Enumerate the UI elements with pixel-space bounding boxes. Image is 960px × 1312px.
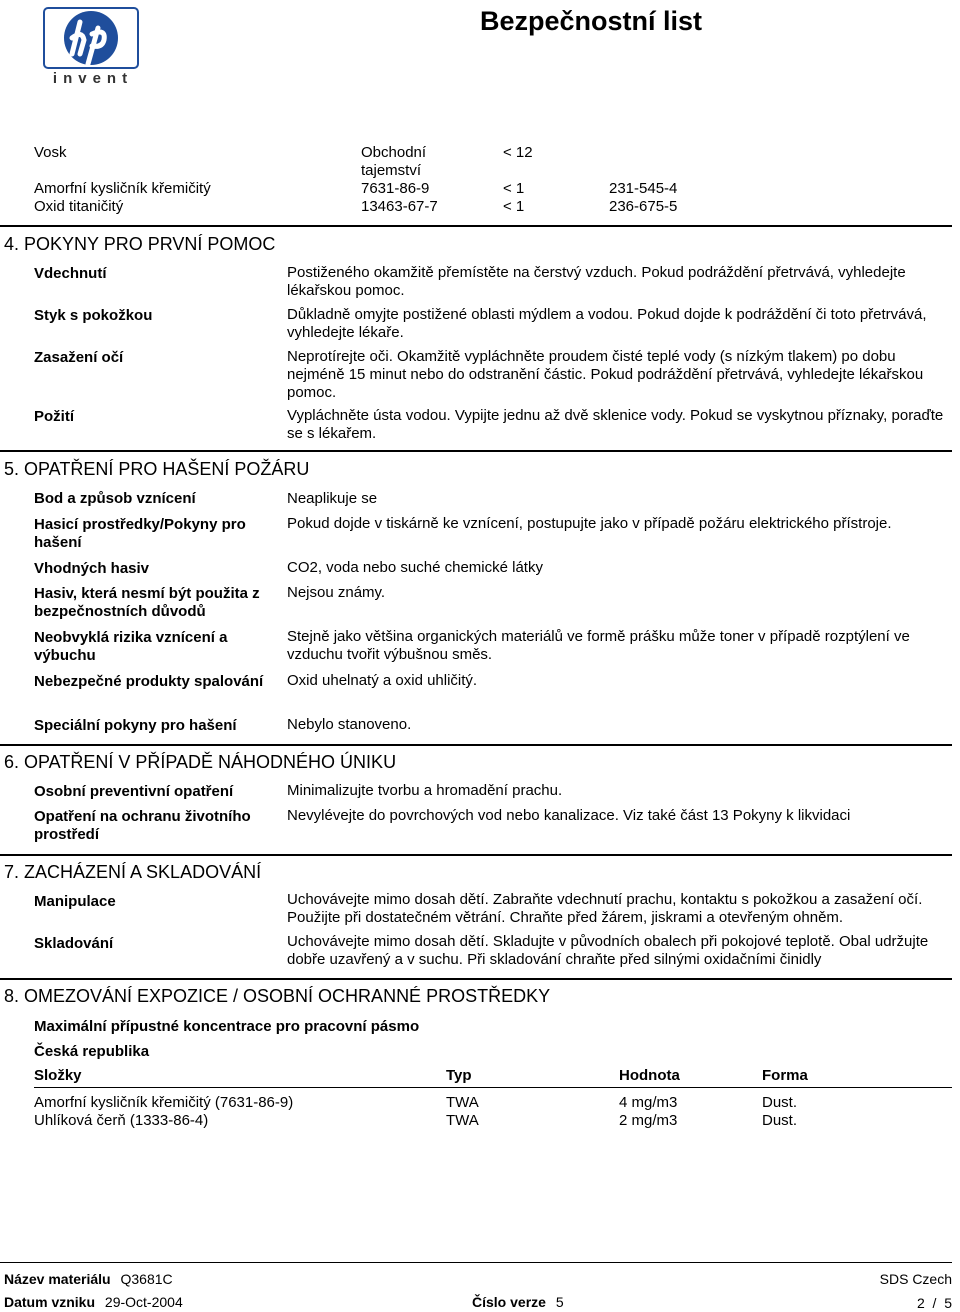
logo-text: invent [52,70,134,87]
release-label: Osobní preventivní opatření [34,783,234,800]
first-aid-text: Důkladně omyjte postižené oblasti mýdlem a vodou. Pokud dojde k podráždění či toto přetrvává, vyhledejte lékaře. [287,306,927,341]
release-text: Nevylévejte do povrchových vod nebo kanalizace. Viz také část 13 Pokyny k likvidaci [287,807,851,824]
fire-text: Neaplikuje se [287,490,378,507]
ingredient-percent: < 12 [503,144,533,161]
material-name [4,1270,173,1288]
first-aid-label: Zasažení očí [34,349,124,366]
column-header: Forma [762,1067,808,1084]
page-number: 2 / 5 [916,1295,952,1311]
table-cell: TWA [446,1112,479,1129]
section-6-heading: 6. OPATŘENÍ V PŘÍPADĚ NÁHODNÉHO ÚNIKU [4,752,397,772]
fire-label: Vhodných hasiv [34,560,150,577]
ingredient-name: Oxid titaničitý [34,198,124,215]
section-divider [0,744,952,746]
ingredient-percent: < 1 [503,180,525,197]
fire-label: Hasiv, která nesmí být použita z bezpečnostních důvodů [34,585,260,620]
issue-date-label: Datum vzniku [4,1294,96,1310]
ingredient-cas: 7631-86-9 [361,180,430,197]
ingredient-ec: 231-545-4 [609,180,678,197]
fire-text: Nejsou známy. [287,584,386,601]
section-4-heading: 4. POKYNY PRO PRVNÍ POMOC [4,234,276,254]
section-divider [0,225,952,227]
first-aid-text: Vypláchněte ústa vodou. Vypijte jednu až dvě sklenice vody. Pokud se vyskytnou příznaky, poraďte se s lékařem. [287,407,944,442]
section-8-heading: 8. OMEZOVÁNÍ EXPOZICE / OSOBNÍ OCHRANNÉ PROSTŘEDKY [4,986,551,1006]
table-cell: 4 mg/m3 [619,1094,678,1111]
release-text: Minimalizujte tvorbu a hromadění prachu. [287,782,563,799]
section-divider [0,450,952,452]
material-name-label: Název materiálu [4,1271,111,1287]
fire-label: Bod a způsob vznícení [34,490,196,507]
handling-label: Manipulace [34,893,116,910]
fire-label: Neobvyklá rizika vznícení a výbuchu [34,629,228,664]
footer-rule [0,1262,952,1263]
first-aid-label: Styk s pokožkou [34,307,153,324]
fire-text: CO2, voda nebo suché chemické látky [287,559,543,576]
table-cell: TWA [446,1094,479,1111]
storage-label: Skladování [34,935,114,952]
version-label: Číslo verze [472,1294,546,1310]
fire-text: Nebylo stanoveno. [287,716,412,733]
material-name-value: Q3681C [120,1271,173,1287]
table-cell: Amorfní kysličník křemičitý (7631-86-9) [34,1094,294,1111]
fire-text: Oxid uhelnatý a oxid uhličitý. [287,672,478,689]
sds-language: SDS Czech [879,1271,952,1287]
ingredient-percent: < 1 [503,198,525,215]
column-header: Typ [446,1067,472,1084]
section-7-heading: 7. ZACHÁZENÍ A SKLADOVÁNÍ [4,862,262,882]
fire-label: Nebezpečné produkty spalování [34,673,264,690]
ingredient-name: Amorfní kysličník křemičitý [34,180,211,197]
hp-logo [42,6,142,90]
storage-text: Uchovávejte mimo dosah dětí. Skladujte v původních obalech při pokojové teplotě. Obal udržujte dobře uzavřený a v suchu. Při skladování chraňte před silnými oxidačními činidly [287,933,929,968]
section-divider [0,854,952,856]
fire-text: Pokud dojde v tiskárně ke vznícení, postupujte jako v případě požáru elektrického přístroje. [287,515,892,532]
document-title: Bezpečnostní list [480,6,703,36]
exposure-limits-subheading: Maximální přípustné koncentrace pro pracovní pásmo [34,1018,420,1035]
fire-label: Speciální pokyny pro hašení [34,717,237,734]
release-label: Opatření na ochranu životního prostředí [34,808,251,843]
table-cell: Dust. [762,1094,798,1111]
country-label: Česká republika [34,1043,150,1060]
first-aid-label: Požití [34,408,74,425]
section-5-heading: 5. OPATŘENÍ PRO HAŠENÍ POŽÁRU [4,459,310,479]
section-divider [0,978,952,980]
first-aid-text: Postiženého okamžitě přemístěte na čerstvý vzduch. Pokud podráždění přetrvává, vyhledejte lékařskou pomoc. [287,264,906,299]
table-cell: 2 mg/m3 [619,1112,678,1129]
column-header: Hodnota [619,1067,680,1084]
fire-text: Stejně jako většina organických materiálů ve formě prášku může toner v případě rozptýlení ve vzduchu tvořit výbušnou směs. [287,628,910,663]
version-value: 5 [555,1294,564,1310]
ingredient-cas: Obchodní tajemství [361,144,427,179]
issue-date-value: 29-Oct-2004 [104,1294,183,1310]
ingredient-cas: 13463-67-7 [361,198,438,215]
table-cell: Dust. [762,1112,798,1129]
version-number [472,1293,564,1311]
first-aid-label: Vdechnutí [34,265,107,282]
fire-label: Hasicí prostředky/Pokyny pro hašení [34,516,246,551]
handling-text: Uchovávejte mimo dosah dětí. Zabraňte vdechnutí prachu, kontaktu s pokožkou a zasažení očí. Použijte při dostatečném větrání. Chraňte před žárem, jiskrami a otevřeným ohněm. [287,891,923,926]
issue-date [4,1293,183,1311]
table-header-rule [34,1087,952,1088]
ingredient-ec: 236-675-5 [609,198,678,215]
column-header: Složky [34,1067,82,1084]
ingredient-name: Vosk [34,144,67,161]
table-cell: Uhlíková čerň (1333-86-4) [34,1112,209,1129]
first-aid-text: Neprotírejte oči. Okamžitě vypláchněte proudem čisté teplé vody (s nízkým tlakem) po dobu nejméně 15 minut nebo do odstranění částic. Pokud podráždění přetrvává, vyhledejte lékařskou pomoc. [287,348,924,401]
